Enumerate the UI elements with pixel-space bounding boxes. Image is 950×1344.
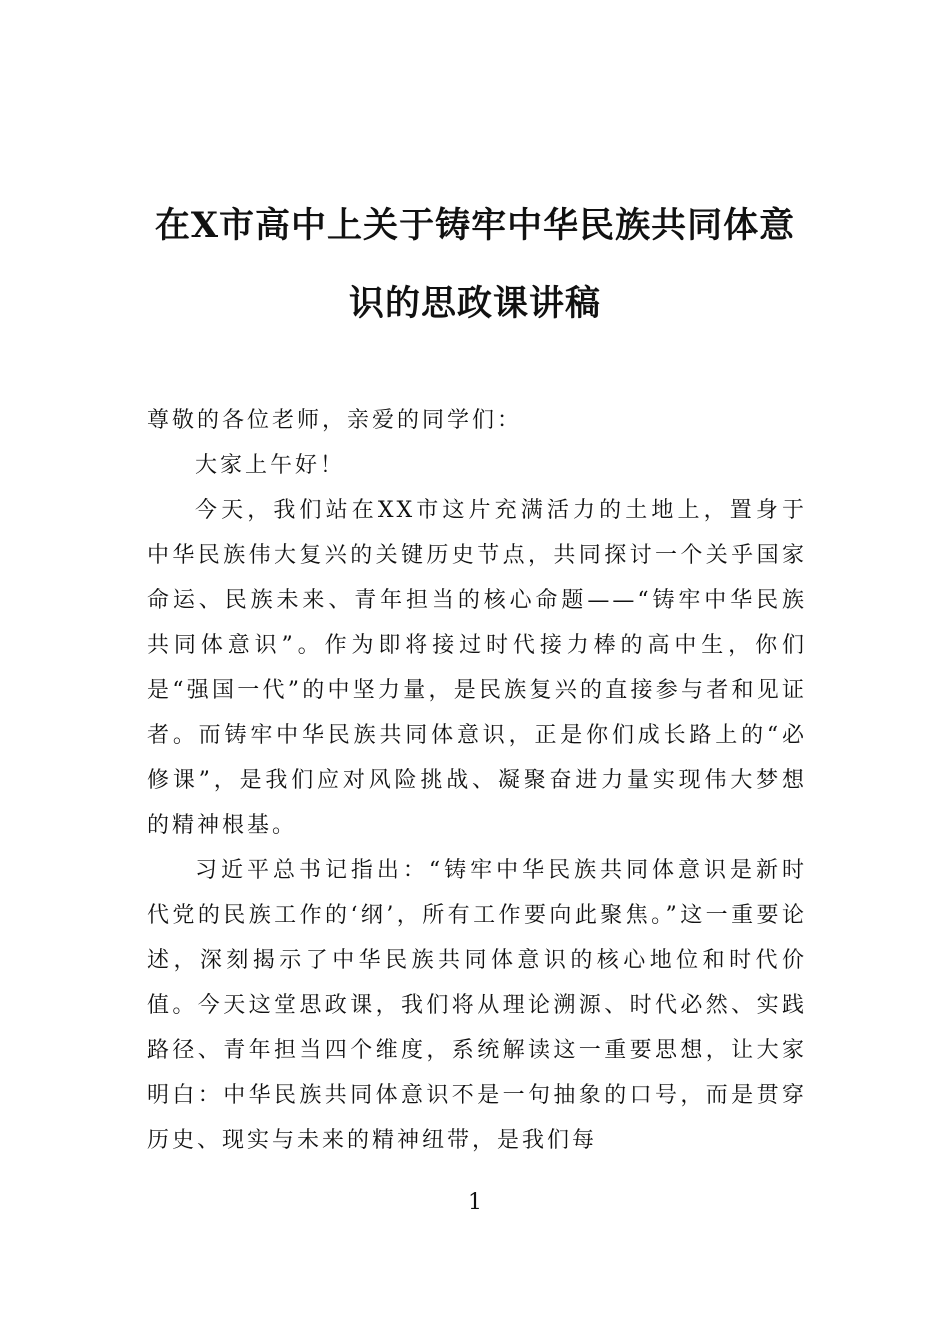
- paragraph-intro: 今天，我们站在XX市这片充满活力的土地上，置身于中华民族伟大复兴的关键历史节点，共同探讨一个关乎国家命运、民族未来、青年担当的核心命题——“铸牢中华民族共同体意识”。作为即将接过时代接力棒的高中生，你们是“强国一代”的中坚力量，是民族复兴的直接参与者和见证者。而铸牢中华民族共同体意识，正是你们成长路上的“必修课”，是我们应对风险挑战、凝聚奋进力量实现伟大梦想的精神根基。: [147, 498, 807, 838]
- paragraph-quote: 习近平总书记指出：“铸牢中华民族共同体意识是新时代党的民族工作的‘纲’，所有工作要向此聚焦。”这一重要论述，深刻揭示了中华民族共同体意识的核心地位和时代价值。今天这堂思政课，我们将从理论溯源、时代必然、实践路径、青年担当四个维度，系统解读这一重要思想，让大家明白：中华民族共同体意识不是一句抽象的口号，而是贯穿历史、现实与未来的精神纽带，是我们每: [147, 858, 807, 1153]
- document-body: [147, 398, 807, 1163]
- paragraph-greeting: 大家上午好！: [195, 453, 346, 478]
- title-line-2: 识的思政课讲稿: [348, 283, 601, 324]
- document-title: [140, 187, 810, 343]
- title-line-1: 在X市高中上关于铸牢中华民族共同体意: [154, 205, 796, 246]
- page-number: 1: [468, 1190, 482, 1215]
- salutation: 尊敬的各位老师，亲爱的同学们：: [147, 408, 523, 433]
